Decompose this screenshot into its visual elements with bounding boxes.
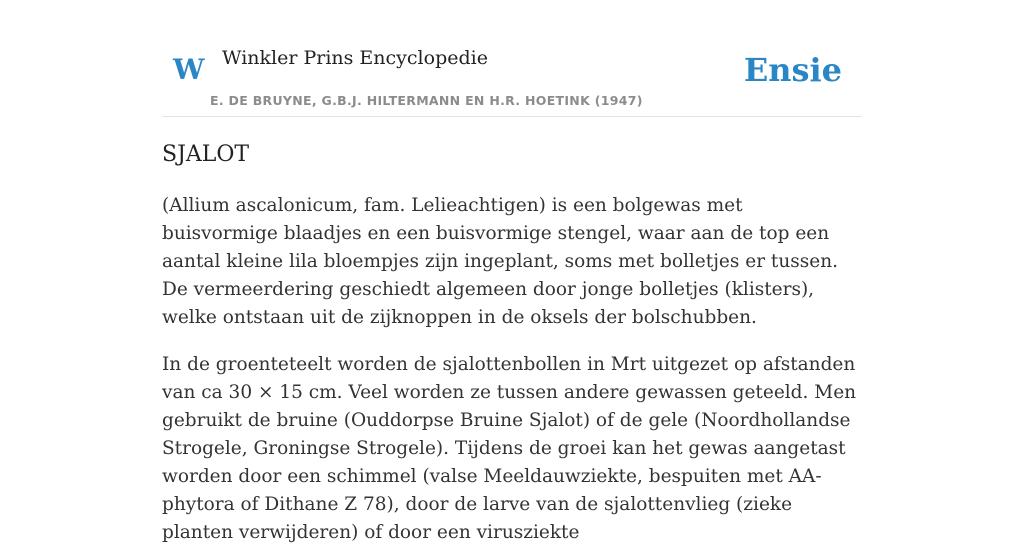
article [162, 136, 862, 547]
article-paragraph-2: In de groenteteelt worden de sjalottenbollen in Mrt uitgezet op afstanden van ca 30 × 15 cm. Veel worden ze tussen andere gewassen geteeld. Men gebruikt de bruine (Ouddorpse Bruine Sjalot) of de gele (Noordhollandse Strogele, Groningse Strogele). Tijdens de groei kan het gewas aangetast worden door een schimmel (valse Meeldauwziekte, bespuiten met AA-phytora of Dithane Z 78), door de larve van de sjalottenvlieg (zieke planten verwijderen) of door een virusziekte [162, 354, 857, 543]
publication-title[interactable]: Winkler Prins Encyclopedie [222, 47, 488, 69]
ensie-logo[interactable]: Ensie [743, 51, 842, 89]
article-paragraph-1: (Allium ascalonicum, fam. Lelieachtigen) is een bolgewas met buisvormige blaadjes en een buisvormige stengel, waar aan de top een aantal kleine lila bloempjes zijn ingeplant, soms met bolletjes er tussen. De vermeerdering geschiedt algemeen door jonge bolletjes (klisters), welke ontstaan uit de zijknoppen in de oksels der bolschubben. [162, 195, 838, 328]
article-title: SJALOT [162, 142, 250, 167]
publication-logo[interactable]: W [173, 53, 205, 86]
publication-authors: E. DE BRUYNE, G.B.J. HILTERMANN EN H.R. HOETINK (1947) [210, 93, 643, 108]
site-header [162, 0, 862, 117]
